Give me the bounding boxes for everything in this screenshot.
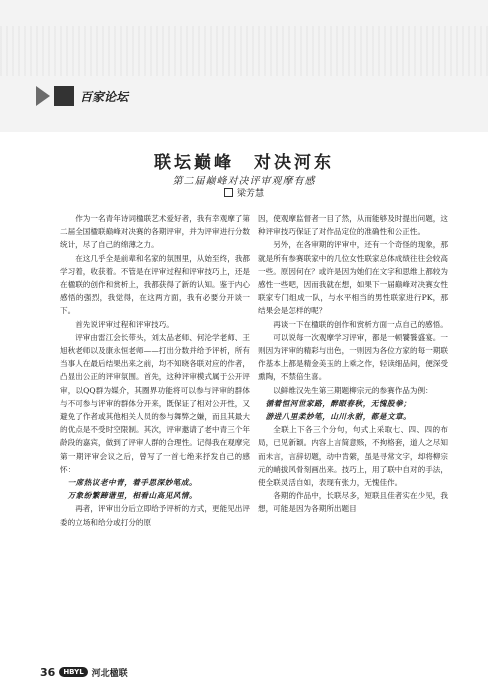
article-subtitle: 第二届巅峰对决评审观摩有感 (172, 176, 316, 187)
poem-line: 一席热议老中青，着手思深妙笔成。 (67, 478, 198, 488)
paragraph: 可以说每一次观摩学习评审，都是一顿饕餮盛宴。一则因为评审的精彩与出色，一则因为各位方家的每一期联作基本上都是精金美玉的上乘之作，轻读细品间，便深受熏陶，不禁倍生喜。 (258, 332, 448, 382)
couplet-line: 循着恒河世家路，醉眼春秋，无愧股拳； (265, 398, 412, 408)
right-column (258, 212, 448, 516)
paragraph: 以鲜维汉先生第三期题柳宗元的参赛作品为例： (273, 385, 433, 395)
magazine-badge: HBYL (59, 667, 87, 677)
left-column (60, 212, 250, 529)
paragraph: 再谈一下在楹联的创作和赏析方面一点自己的感悟。 (273, 319, 448, 329)
article-title: 联坛巅峰 对决河东 (154, 153, 334, 173)
header-pattern (0, 26, 488, 76)
arrow-icon (36, 86, 50, 106)
paragraph: 因，使观摩监督者一目了然，从而能够及时提出问题，这种评审技巧保证了对作品定位的准确性和公正性。 (258, 214, 448, 237)
page-number: 36 (40, 665, 56, 679)
paragraph: 在这几乎全是前辈和名家的氛围里，从始至终，我都学习着，收获着。不管是在评审过程和评审技巧上，还是在楹联的创作和赏析上，我都获得了新的认知。鉴于内心感悟的强烈，我觉得，在这两方面，我有必要分开谈一下。 (60, 253, 250, 316)
author-box-icon (224, 188, 233, 197)
paragraph: 全联上下各三个分句，句式上采取七、四、四的布局，已见新颖。内容上言简意赅，不拘格套，道人之尽知而未言，言辞切题，动中肯綮，虽是寻常文字，却将柳宗元的峭拔风骨刻画出来。技巧上，用了联中自对的手法，使全联灵活自如，表现有张力，无愧佳作。 (258, 425, 448, 488)
paragraph: 另外，在各审期的评审中，还有一个奇怪的现象，那就是所有参赛联家中的几位女性联家总体成绩往往会较高一些。原因何在？或许是因为她们在文字和思维上都较为感性一些吧，因而我就在想，如果下一届巅峰对决赛女性联家专门组成一队，与水平相当的男性联家进行PK，那结果会是怎样的呢？ (258, 240, 448, 316)
square-icon (54, 86, 74, 106)
paragraph: 各期的作品中，长联尽多，短联且佳者实在少见，我想，可能是因为各期所出题目 (258, 491, 448, 514)
paragraph: 评审由雷江会长带头，刘太品老师、何沦学老师、王旭秋老师以及康永恒老师——打出分数并给予评析，所有当事人在最后结果出来之前，均不知晓各联对应的作者，凸显出公正的评审氛围。首先，这种评审模式属于公开评审，以QQ群为媒介，其圈界功能将可以参与评审的群体与不可参与评审的群体分开来，既保证了相对公开性，又避免了作者或其他相关人员的参与舞弊之嫌，而且其最大的优点是不受时空限制。其次，评审邀请了老中青三个年龄段的嘉宾，做到了评审人群的合理性。记得我在观摩完第一期评审会议之后，曾写了一首七绝来抒发自己的感怀： (60, 332, 250, 474)
paragraph: 作为一名青年诗词楹联艺术爱好者，我有幸观摩了第二届全国楹联巅峰对决赛的各期评审，并为评审进行分数统计，尽了自己的绵薄之力。 (60, 214, 250, 250)
paragraph: 再者，评审出分后立即给予评析的方式，更能见出评委的立场和给分或打分的原 (60, 504, 250, 527)
section-bar (36, 86, 436, 106)
poem-line: 万象纷繁蹄谐里，相看山高见风情。 (67, 491, 198, 501)
magazine-name: 河北楹联 (91, 668, 128, 679)
paragraph: 首先说评审过程和评审技巧。 (75, 319, 174, 329)
section-title: 百家论坛 (80, 89, 129, 104)
author-name: 梁芳慧 (236, 189, 264, 199)
page-footer (40, 664, 440, 680)
couplet-line: 游进八里柔妙笔，山川永驸，都是文章。 (265, 412, 412, 422)
article-author (0, 186, 488, 199)
header-band (0, 0, 488, 132)
